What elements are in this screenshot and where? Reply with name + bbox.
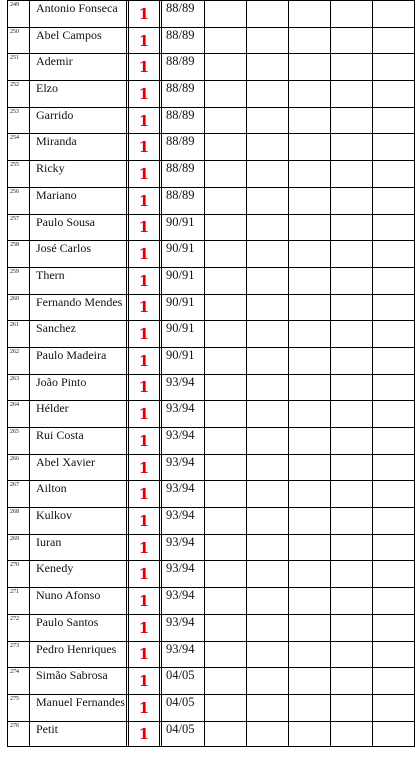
- player-name: Hélder: [30, 401, 127, 428]
- empty-cell: [247, 668, 289, 695]
- empty-cell: [289, 668, 331, 695]
- season-cell: 04/05: [162, 694, 205, 721]
- empty-cell: [331, 481, 373, 508]
- season-cell: 88/89: [162, 1, 205, 28]
- empty-cell: [247, 508, 289, 535]
- season-cell: 88/89: [162, 81, 205, 108]
- season-cell: 90/91: [162, 347, 205, 374]
- empty-cell: [205, 81, 247, 108]
- table-row: [8, 694, 415, 721]
- table-row: [8, 561, 415, 588]
- empty-cell: [247, 214, 289, 241]
- empty-cell: [247, 267, 289, 294]
- count-marker: 1: [129, 187, 160, 214]
- empty-cell: [373, 241, 415, 268]
- empty-cell: [247, 321, 289, 348]
- empty-cell: [205, 134, 247, 161]
- empty-cell: [247, 534, 289, 561]
- empty-cell: [289, 294, 331, 321]
- empty-cell: [331, 134, 373, 161]
- empty-cell: [331, 321, 373, 348]
- empty-cell: [331, 294, 373, 321]
- empty-cell: [289, 81, 331, 108]
- player-number: 276: [8, 721, 30, 746]
- season-cell: 90/91: [162, 241, 205, 268]
- season-cell: 88/89: [162, 54, 205, 81]
- empty-cell: [373, 347, 415, 374]
- empty-cell: [331, 81, 373, 108]
- table-row: [8, 267, 415, 294]
- empty-cell: [289, 534, 331, 561]
- season-cell: 93/94: [162, 374, 205, 401]
- player-name: Thern: [30, 267, 127, 294]
- player-name: Elzo: [30, 81, 127, 108]
- empty-cell: [247, 561, 289, 588]
- count-marker: 1: [129, 588, 160, 615]
- empty-cell: [205, 641, 247, 668]
- empty-cell: [373, 374, 415, 401]
- season-cell: 93/94: [162, 588, 205, 615]
- season-cell: 04/05: [162, 721, 205, 746]
- empty-cell: [331, 161, 373, 188]
- player-number: 275: [8, 694, 30, 721]
- table-row: [8, 508, 415, 535]
- count-marker: 1: [129, 214, 160, 241]
- empty-cell: [331, 588, 373, 615]
- season-cell: 04/05: [162, 668, 205, 695]
- empty-cell: [205, 187, 247, 214]
- empty-cell: [289, 721, 331, 746]
- empty-cell: [331, 641, 373, 668]
- season-cell: 93/94: [162, 641, 205, 668]
- empty-cell: [247, 107, 289, 134]
- count-marker: 1: [129, 694, 160, 721]
- count-marker: 1: [129, 241, 160, 268]
- count-marker: 1: [129, 134, 160, 161]
- player-number: 270: [8, 561, 30, 588]
- player-name: Simão Sabrosa: [30, 668, 127, 695]
- table-row: [8, 187, 415, 214]
- empty-cell: [373, 641, 415, 668]
- player-name: Paulo Sousa: [30, 214, 127, 241]
- empty-cell: [373, 27, 415, 54]
- player-roster-table: [7, 0, 415, 747]
- player-number: 249: [8, 1, 30, 28]
- empty-cell: [373, 1, 415, 28]
- table-row: [8, 374, 415, 401]
- season-cell: 90/91: [162, 321, 205, 348]
- empty-cell: [373, 401, 415, 428]
- table-row: [8, 641, 415, 668]
- player-number: 256: [8, 187, 30, 214]
- season-cell: 93/94: [162, 508, 205, 535]
- count-marker: 1: [129, 81, 160, 108]
- player-name: Ricky: [30, 161, 127, 188]
- empty-cell: [373, 81, 415, 108]
- table-row: [8, 27, 415, 54]
- table-row: [8, 668, 415, 695]
- empty-cell: [331, 694, 373, 721]
- empty-cell: [205, 241, 247, 268]
- empty-cell: [373, 588, 415, 615]
- count-marker: 1: [129, 107, 160, 134]
- empty-cell: [373, 508, 415, 535]
- empty-cell: [373, 187, 415, 214]
- empty-cell: [247, 294, 289, 321]
- player-number: 259: [8, 267, 30, 294]
- player-number: 266: [8, 454, 30, 481]
- count-marker: 1: [129, 401, 160, 428]
- season-cell: 93/94: [162, 481, 205, 508]
- empty-cell: [373, 668, 415, 695]
- player-name: Rui Costa: [30, 428, 127, 455]
- season-cell: 88/89: [162, 107, 205, 134]
- player-number: 264: [8, 401, 30, 428]
- roster-body: [8, 1, 415, 747]
- empty-cell: [247, 81, 289, 108]
- player-number: 274: [8, 668, 30, 695]
- empty-cell: [373, 454, 415, 481]
- empty-cell: [289, 161, 331, 188]
- empty-cell: [331, 561, 373, 588]
- count-marker: 1: [129, 454, 160, 481]
- empty-cell: [373, 134, 415, 161]
- empty-cell: [205, 481, 247, 508]
- player-name: Miranda: [30, 134, 127, 161]
- player-name: Antonio Fonseca: [30, 1, 127, 28]
- empty-cell: [289, 588, 331, 615]
- empty-cell: [247, 454, 289, 481]
- player-number: 273: [8, 641, 30, 668]
- empty-cell: [205, 561, 247, 588]
- count-marker: 1: [129, 54, 160, 81]
- season-cell: 88/89: [162, 161, 205, 188]
- empty-cell: [373, 428, 415, 455]
- player-number: 268: [8, 508, 30, 535]
- empty-cell: [289, 401, 331, 428]
- count-marker: 1: [129, 428, 160, 455]
- empty-cell: [247, 588, 289, 615]
- season-cell: 90/91: [162, 267, 205, 294]
- empty-cell: [331, 721, 373, 746]
- empty-cell: [373, 214, 415, 241]
- empty-cell: [247, 401, 289, 428]
- table-row: [8, 107, 415, 134]
- empty-cell: [205, 508, 247, 535]
- empty-cell: [331, 214, 373, 241]
- player-number: 253: [8, 107, 30, 134]
- empty-cell: [331, 241, 373, 268]
- empty-cell: [247, 134, 289, 161]
- table-row: [8, 134, 415, 161]
- empty-cell: [331, 508, 373, 535]
- empty-cell: [373, 161, 415, 188]
- player-name: Kulkov: [30, 508, 127, 535]
- empty-cell: [331, 614, 373, 641]
- empty-cell: [373, 721, 415, 746]
- table-row: [8, 1, 415, 28]
- player-name: José Carlos: [30, 241, 127, 268]
- empty-cell: [373, 481, 415, 508]
- player-number: 252: [8, 81, 30, 108]
- empty-cell: [373, 321, 415, 348]
- count-marker: 1: [129, 561, 160, 588]
- table-row: [8, 401, 415, 428]
- season-cell: 93/94: [162, 428, 205, 455]
- empty-cell: [247, 374, 289, 401]
- count-marker: 1: [129, 668, 160, 695]
- empty-cell: [205, 214, 247, 241]
- empty-cell: [247, 54, 289, 81]
- empty-cell: [289, 241, 331, 268]
- empty-cell: [331, 187, 373, 214]
- empty-cell: [289, 481, 331, 508]
- player-number: 251: [8, 54, 30, 81]
- player-number: 258: [8, 241, 30, 268]
- empty-cell: [247, 694, 289, 721]
- empty-cell: [331, 534, 373, 561]
- season-cell: 88/89: [162, 134, 205, 161]
- count-marker: 1: [129, 481, 160, 508]
- empty-cell: [331, 401, 373, 428]
- table-row: [8, 241, 415, 268]
- player-number: 272: [8, 614, 30, 641]
- player-name: Abel Xavier: [30, 454, 127, 481]
- table-row: [8, 534, 415, 561]
- player-number: 261: [8, 321, 30, 348]
- empty-cell: [205, 294, 247, 321]
- player-name: Sanchez: [30, 321, 127, 348]
- empty-cell: [247, 641, 289, 668]
- empty-cell: [205, 454, 247, 481]
- count-marker: 1: [129, 27, 160, 54]
- empty-cell: [289, 54, 331, 81]
- count-marker: 1: [129, 721, 160, 746]
- empty-cell: [205, 374, 247, 401]
- empty-cell: [373, 267, 415, 294]
- season-cell: 93/94: [162, 614, 205, 641]
- player-number: 265: [8, 428, 30, 455]
- table-row: [8, 347, 415, 374]
- season-cell: 93/94: [162, 534, 205, 561]
- empty-cell: [331, 454, 373, 481]
- empty-cell: [247, 721, 289, 746]
- empty-cell: [247, 241, 289, 268]
- empty-cell: [205, 267, 247, 294]
- empty-cell: [289, 614, 331, 641]
- count-marker: 1: [129, 294, 160, 321]
- player-number: 262: [8, 347, 30, 374]
- table-row: [8, 214, 415, 241]
- empty-cell: [205, 534, 247, 561]
- empty-cell: [289, 1, 331, 28]
- empty-cell: [247, 161, 289, 188]
- table-row: [8, 81, 415, 108]
- table-row: [8, 294, 415, 321]
- player-name: Fernando Mendes: [30, 294, 127, 321]
- season-cell: 90/91: [162, 214, 205, 241]
- empty-cell: [373, 561, 415, 588]
- empty-cell: [289, 27, 331, 54]
- empty-cell: [205, 27, 247, 54]
- empty-cell: [205, 694, 247, 721]
- empty-cell: [289, 428, 331, 455]
- empty-cell: [289, 561, 331, 588]
- empty-cell: [247, 428, 289, 455]
- player-number: 260: [8, 294, 30, 321]
- empty-cell: [289, 107, 331, 134]
- empty-cell: [247, 481, 289, 508]
- empty-cell: [289, 267, 331, 294]
- table-row: [8, 161, 415, 188]
- season-cell: 88/89: [162, 27, 205, 54]
- player-name: Mariano: [30, 187, 127, 214]
- count-marker: 1: [129, 267, 160, 294]
- player-name: Ademir: [30, 54, 127, 81]
- empty-cell: [331, 347, 373, 374]
- empty-cell: [373, 54, 415, 81]
- player-name: Pedro Henriques: [30, 641, 127, 668]
- empty-cell: [205, 54, 247, 81]
- player-name: Nuno Afonso: [30, 588, 127, 615]
- player-number: 257: [8, 214, 30, 241]
- empty-cell: [331, 668, 373, 695]
- player-number: 254: [8, 134, 30, 161]
- empty-cell: [205, 1, 247, 28]
- player-number: 271: [8, 588, 30, 615]
- empty-cell: [289, 694, 331, 721]
- table-row: [8, 588, 415, 615]
- empty-cell: [289, 454, 331, 481]
- count-marker: 1: [129, 321, 160, 348]
- table-row: [8, 428, 415, 455]
- empty-cell: [205, 347, 247, 374]
- player-number: 255: [8, 161, 30, 188]
- empty-cell: [331, 27, 373, 54]
- count-marker: 1: [129, 534, 160, 561]
- empty-cell: [289, 374, 331, 401]
- empty-cell: [289, 321, 331, 348]
- count-marker: 1: [129, 1, 160, 28]
- table-row: [8, 481, 415, 508]
- player-name: Kenedy: [30, 561, 127, 588]
- player-name: Petit: [30, 721, 127, 746]
- empty-cell: [205, 401, 247, 428]
- empty-cell: [289, 347, 331, 374]
- empty-cell: [331, 374, 373, 401]
- empty-cell: [331, 428, 373, 455]
- player-name: Abel Campos: [30, 27, 127, 54]
- empty-cell: [205, 428, 247, 455]
- table-row: [8, 721, 415, 746]
- empty-cell: [289, 641, 331, 668]
- count-marker: 1: [129, 641, 160, 668]
- player-name: Paulo Madeira: [30, 347, 127, 374]
- count-marker: 1: [129, 374, 160, 401]
- empty-cell: [205, 668, 247, 695]
- season-cell: 90/91: [162, 294, 205, 321]
- season-cell: 93/94: [162, 454, 205, 481]
- empty-cell: [247, 27, 289, 54]
- player-number: 250: [8, 27, 30, 54]
- empty-cell: [331, 267, 373, 294]
- empty-cell: [205, 614, 247, 641]
- empty-cell: [331, 1, 373, 28]
- player-name: Manuel Fernandes: [30, 694, 127, 721]
- player-name: Garrido: [30, 107, 127, 134]
- table-row: [8, 614, 415, 641]
- empty-cell: [247, 614, 289, 641]
- empty-cell: [247, 347, 289, 374]
- empty-cell: [373, 107, 415, 134]
- player-number: 269: [8, 534, 30, 561]
- table-row: [8, 54, 415, 81]
- empty-cell: [205, 161, 247, 188]
- player-name: Ailton: [30, 481, 127, 508]
- player-number: 263: [8, 374, 30, 401]
- empty-cell: [373, 614, 415, 641]
- empty-cell: [205, 721, 247, 746]
- empty-cell: [289, 508, 331, 535]
- table-row: [8, 321, 415, 348]
- empty-cell: [205, 588, 247, 615]
- empty-cell: [289, 214, 331, 241]
- season-cell: 93/94: [162, 401, 205, 428]
- count-marker: 1: [129, 508, 160, 535]
- empty-cell: [373, 534, 415, 561]
- count-marker: 1: [129, 614, 160, 641]
- player-name: João Pinto: [30, 374, 127, 401]
- empty-cell: [373, 294, 415, 321]
- player-name: Paulo Santos: [30, 614, 127, 641]
- empty-cell: [205, 107, 247, 134]
- empty-cell: [289, 187, 331, 214]
- empty-cell: [373, 694, 415, 721]
- empty-cell: [289, 134, 331, 161]
- season-cell: 93/94: [162, 561, 205, 588]
- season-cell: 88/89: [162, 187, 205, 214]
- player-number: 267: [8, 481, 30, 508]
- count-marker: 1: [129, 161, 160, 188]
- table-row: [8, 454, 415, 481]
- player-name: Iuran: [30, 534, 127, 561]
- count-marker: 1: [129, 347, 160, 374]
- empty-cell: [247, 187, 289, 214]
- empty-cell: [205, 321, 247, 348]
- empty-cell: [247, 1, 289, 28]
- empty-cell: [331, 107, 373, 134]
- empty-cell: [331, 54, 373, 81]
